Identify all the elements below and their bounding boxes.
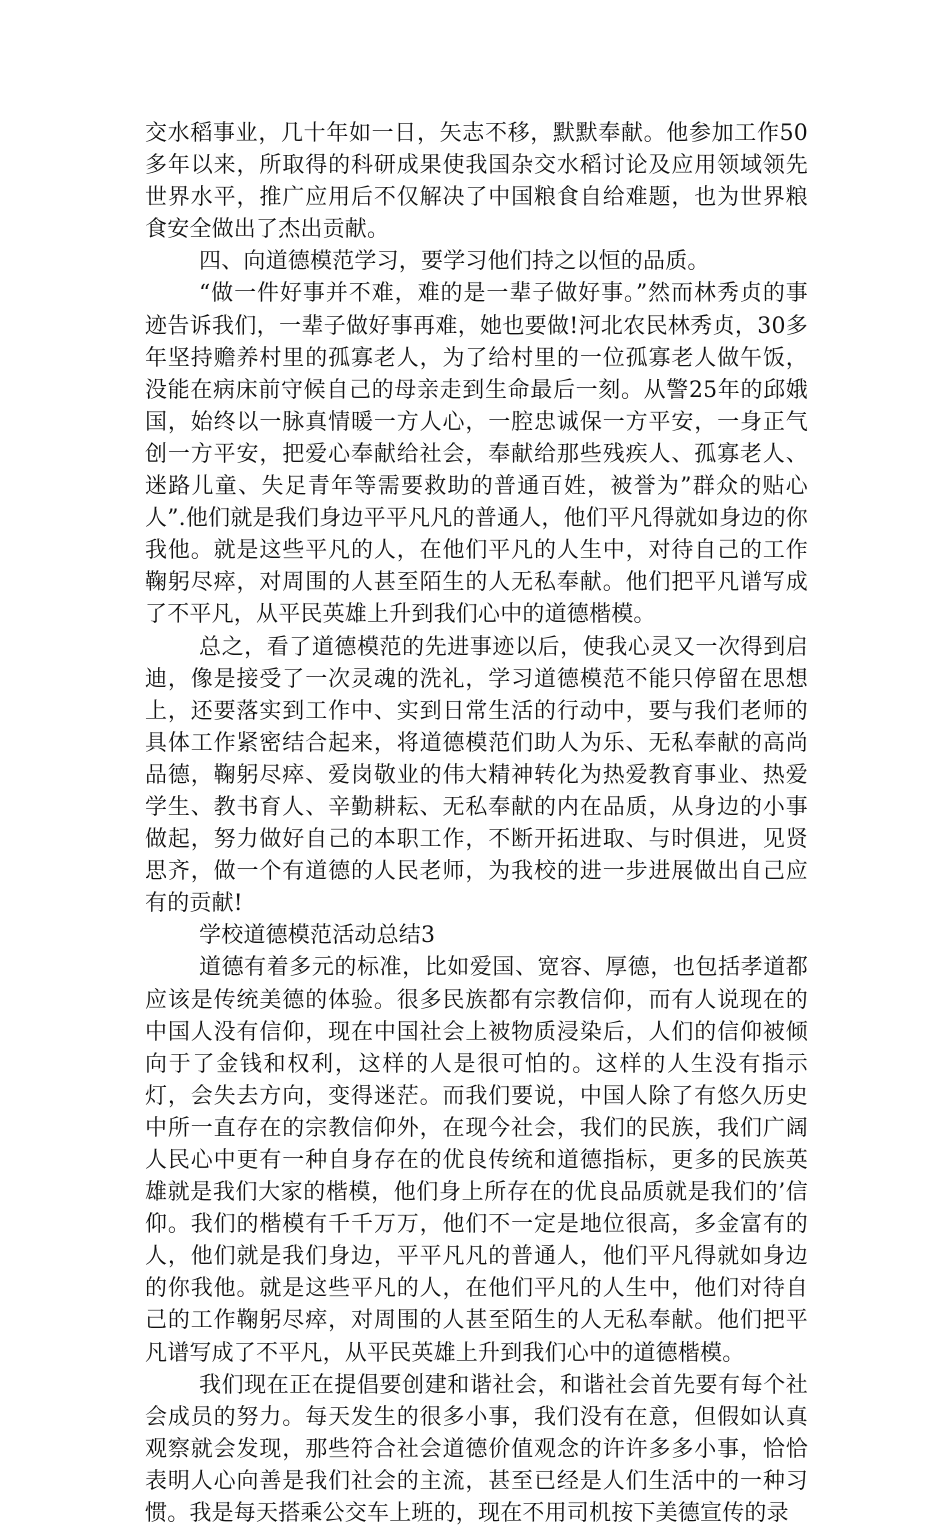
paragraph-6: 我们现在正在提倡要创建和谐社会，和谐社会首先要有每个社会成员的努力。每天发生的很多小事，我们没有在意，但假如认真观察就会发现，那些符合社会道德价值观念的许许多多小事，恰恰表明人心向善是我们社会的主流，甚至已经是人们生活中的一种习惯。我是每天搭乘公交车上班的，现在不用司机按下美德宣传的录 bbox=[145, 1372, 808, 1527]
paragraph-2: 四、向道德模范学习，要学习他们持之以恒的品质。 bbox=[199, 249, 710, 275]
document-body bbox=[145, 118, 808, 1530]
paragraph-1: 交水稻事业，几十年如一日，矢志不移，默默奉献。他参加工作50多年以来，所取得的科研成果使我国杂交水稻讨论及应用领域领先世界水平，推广应用后不仅解决了中国粮食自给难题，也为世界粮食安全做出了杰出贡献。 bbox=[145, 121, 808, 243]
paragraph-4: 总之，看了道德模范的先进事迹以后，使我心灵又一次得到启迪，像是接受了一次灵魂的洗礼，学习道德模范不能只停留在思想上，还要落实到工作中、实到日常生活的行动中，要与我们老师的具体工作紧密结合起来，将道德模范们助人为乐、无私奉献的高尚品德，鞠躬尽瘁、爱岗敬业的伟大精神转化为热爱教育事业、热爱学生、教书育人、辛勤耕耘、无私奉献的内在品质，从身边的小事做起，努力做好自己的本职工作，不断开拓进取、与时俱进，见贤思齐，做一个有道德的人民老师，为我校的进一步进展做出自己应有的贡献! bbox=[145, 634, 808, 917]
section-heading: 学校道德模范活动总结3 bbox=[199, 923, 436, 949]
paragraph-3: “做一件好事并不难，难的是一辈子做好事。”然而林秀贞的事迹告诉我们，一辈子做好事再难，她也要做!河北农民林秀贞，30多年坚持赡养村里的孤寡老人，为了给村里的一位孤寡老人做午饭，没能在病床前守候自己的母亲走到生命最后一刻。从警25年的邱娥国，始终以一脉真情暖一方人心，一腔忠诚保一方平安，一身正气创一方平安，把爱心奉献给社会，奉献给那些残疾人、孤寡老人、迷路儿童、失足青年等需要救助的普通百姓，被誉为”群众的贴心人”.他们就是我们身边平平凡凡的普通人，他们平凡得就如身边的你我他。就是这些平凡的人，在他们平凡的人生中，对待自己的工作鞠躬尽瘁，对周围的人甚至陌生的人无私奉献。他们把平凡谱写成了不平凡，从平民英雄上升到我们心中的道德楷模。 bbox=[145, 281, 808, 628]
paragraph-5: 道德有着多元的标准，比如爱国、宽容、厚德，也包括孝道都应该是传统美德的体验。很多民族都有宗教信仰，而有人说现在的中国人没有信仰，现在中国社会上被物质浸染后，人们的信仰被倾向于了金钱和权利，这样的人是很可怕的。这样的人生没有指示灯，会失去方向，变得迷茫。而我们要说，中国人除了有悠久历史中所一直存在的宗教信仰外，在现今社会，我们的民族，我们广阔人民心中更有一种自身存在的优良传统和道德指标，更多的民族英雄就是我们大家的楷模，他们身上所存在的优良品质就是我们的’信仰。我们的楷模有千千万万，他们不一定是地位很高，多金富有的人，他们就是我们身边，平平凡凡的普通人，他们平凡得就如身边的你我他。就是这些平凡的人，在他们平凡的人生中，他们对待自己的工作鞠躬尽瘁，对周围的人甚至陌生的人无私奉献。他们把平凡谱写成了不平凡，从平民英雄上升到我们心中的道德楷模。 bbox=[145, 955, 808, 1366]
